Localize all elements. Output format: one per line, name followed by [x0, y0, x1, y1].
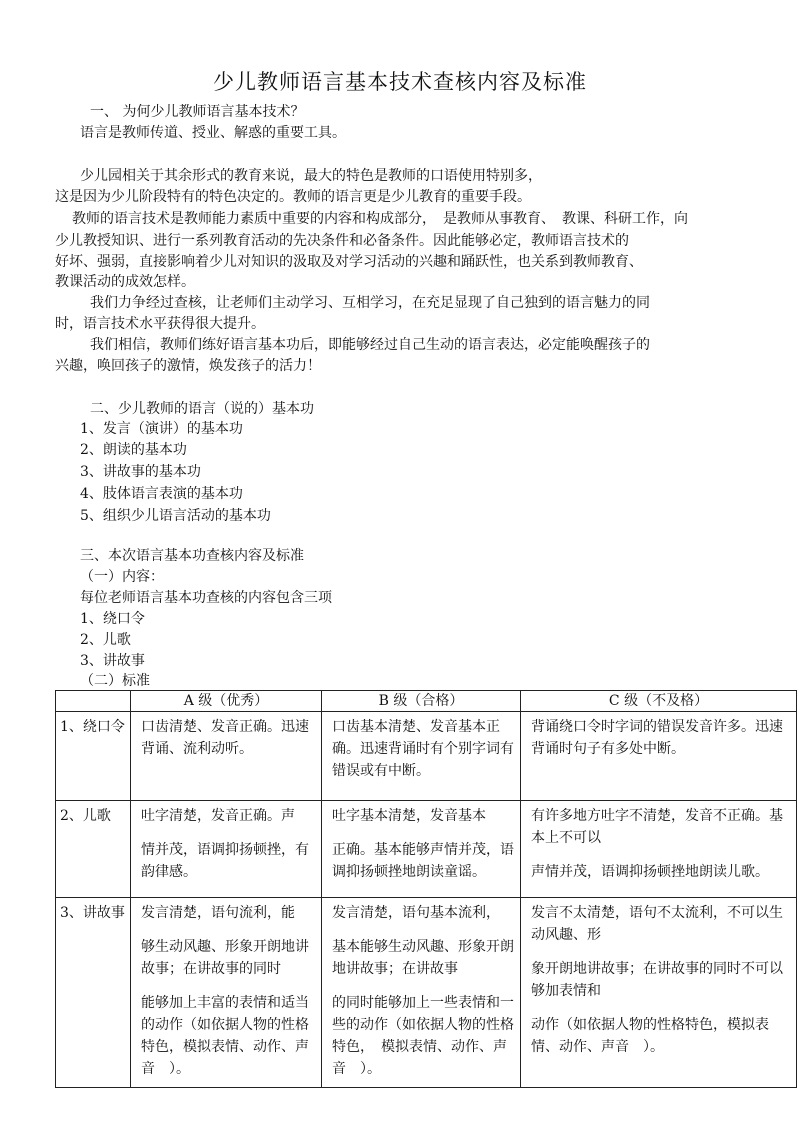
grade-b-cell [322, 801, 521, 898]
grade-a-cell [131, 801, 322, 898]
grade-b-cell [322, 898, 521, 1088]
text-line: 少儿教授知识、进行一系列教育活动的先决条件和必备条件。因此能够必定，教师语言技术的 [55, 233, 629, 249]
grade-a-cell [131, 712, 322, 801]
cell-text: 象开朗地讲故事；在讲故事的同时不可以够加表情和 [531, 961, 783, 999]
list-item: 2、儿歌 [80, 632, 131, 648]
text-line: 每位老师语言基本功查核的内容包含三项 [80, 590, 332, 606]
table-row [56, 801, 797, 898]
text-line: 教师的语言技术是教师能力素质中重要的内容和构成部分， 是教师从事教育、 教课、科研工作，向 [72, 211, 688, 227]
cell-text: 发言不太清楚，语句不太流利，不可以生动风趣、形 [531, 905, 783, 943]
grade-c-cell [521, 898, 797, 1088]
grade-a-cell [131, 898, 322, 1088]
text-line: 教课活动的成效怎样。 [55, 274, 195, 290]
cell-text: 吐字基本清楚，发音基本 [332, 808, 486, 824]
cell-text: 声情并茂，语调抑扬顿挫地朗读儿歌。 [531, 864, 769, 880]
row-label: 2、儿歌 [56, 801, 131, 898]
list-item: 3、讲故事 [80, 653, 145, 669]
page-title: 少儿教师语言基本技术查核内容及标准 [213, 70, 587, 94]
text-line: 时，语言技术水平获得很大提升。 [55, 316, 265, 332]
list-item: 5、组织少儿语言活动的基本功 [80, 508, 271, 524]
table-header-cell: A 级（优秀） [131, 691, 322, 712]
grade-c-cell [521, 801, 797, 898]
grade-b-cell [322, 712, 521, 801]
text-line: 语言是教师传道、授业、解惑的重要工具。 [80, 125, 346, 141]
list-item: 3、讲故事的基本功 [80, 464, 201, 480]
list-item: 4、肢体语言表演的基本功 [80, 486, 243, 502]
row-label: 1、绕口令 [56, 712, 131, 801]
subsection-heading: （二）标准 [80, 673, 150, 689]
table-header-cell [56, 691, 131, 712]
text-line: 这是因为少儿阶段特有的特色决定的。教师的语言更是少儿教育的重要手段。 [55, 189, 531, 205]
cell-text: 发言清楚，语句基本流利， [332, 905, 500, 921]
cell-text: 背诵绕口令时字词的错误发音许多。迅速背诵时句子有多处中断。 [531, 719, 783, 757]
cell-text: 发言清楚，语句流利，能 [141, 905, 295, 921]
cell-text: 动作（如依据人物的性格特色，模拟表情、动作、声音 ）。 [531, 1017, 769, 1055]
section3-heading: 三、本次语言基本功查核内容及标准 [80, 548, 304, 564]
grade-c-cell [521, 712, 797, 801]
cell-text: 的同时能够加上一些表情和一些的动作（如依据人物的性格特色， 模拟表情、动作、声音 ）。 [332, 995, 514, 1077]
text-line: 兴趣，唤回孩子的激情，焕发孩子的活力！ [55, 358, 321, 374]
cell-text: 够生动风趣、形象开朗地讲故事；在讲故事的同时 [141, 939, 309, 977]
cell-text: 基本能够生动风趣、形象开朗地讲故事；在讲故事 [332, 939, 514, 977]
cell-text: 情并茂，语调抑扬顿挫，有韵律感。 [141, 842, 309, 880]
list-item: 1、绕口令 [80, 611, 145, 627]
cell-text: 有许多地方吐字不清楚，发音不正确。基本上不可以 [531, 808, 783, 846]
table-row [56, 898, 797, 1088]
standards-table [55, 690, 797, 1088]
section1-heading: 一、 为何少儿教师语言基本技术？ [90, 104, 305, 120]
subsection-heading: （一）内容： [80, 569, 164, 585]
cell-text: 能够加上丰富的表情和适当的动作（如依据人物的性格特色，模拟表情、动作、声音 ）。 [141, 995, 309, 1077]
table-header-cell: B 级（合格） [322, 691, 521, 712]
table-header-cell: C 级（不及格） [521, 691, 797, 712]
list-item: 1、发言（演讲）的基本功 [80, 421, 243, 437]
text-line: 好坏、强弱，直接影响着少儿对知识的汲取及对学习活动的兴趣和踊跃性，也关系到教师教育、 [55, 254, 643, 270]
text-line: 少儿园相关于其余形式的教育来说，最大的特色是教师的口语使用特别多， [80, 168, 542, 184]
text-line: 我们力争经过查核，让老师们主动学习、互相学习，在充足显现了自己独到的语言魅力的同 [90, 295, 650, 311]
cell-text: 正确。基本能够声情并茂，语调抑扬顿挫地朗读童谣。 [332, 842, 514, 880]
cell-text: 口齿清楚、发音正确。迅速背诵、流利动听。 [141, 719, 309, 757]
cell-text: 吐字清楚，发音正确。声 [141, 808, 295, 824]
list-item: 2、朗读的基本功 [80, 442, 187, 458]
text-line: 我们相信，教师们练好语言基本功后，即能够经过自己生动的语言表达，必定能唤醒孩子的 [90, 337, 650, 353]
table-row [56, 712, 797, 801]
section2-heading: 二、少儿教师的语言（说的）基本功 [90, 401, 314, 417]
cell-text: 口齿基本清楚、发音基本正确。迅速背诵时有个别字词有错误或有中断。 [332, 719, 514, 779]
row-label: 3、讲故事 [56, 898, 131, 1088]
table-header-row [56, 691, 797, 712]
